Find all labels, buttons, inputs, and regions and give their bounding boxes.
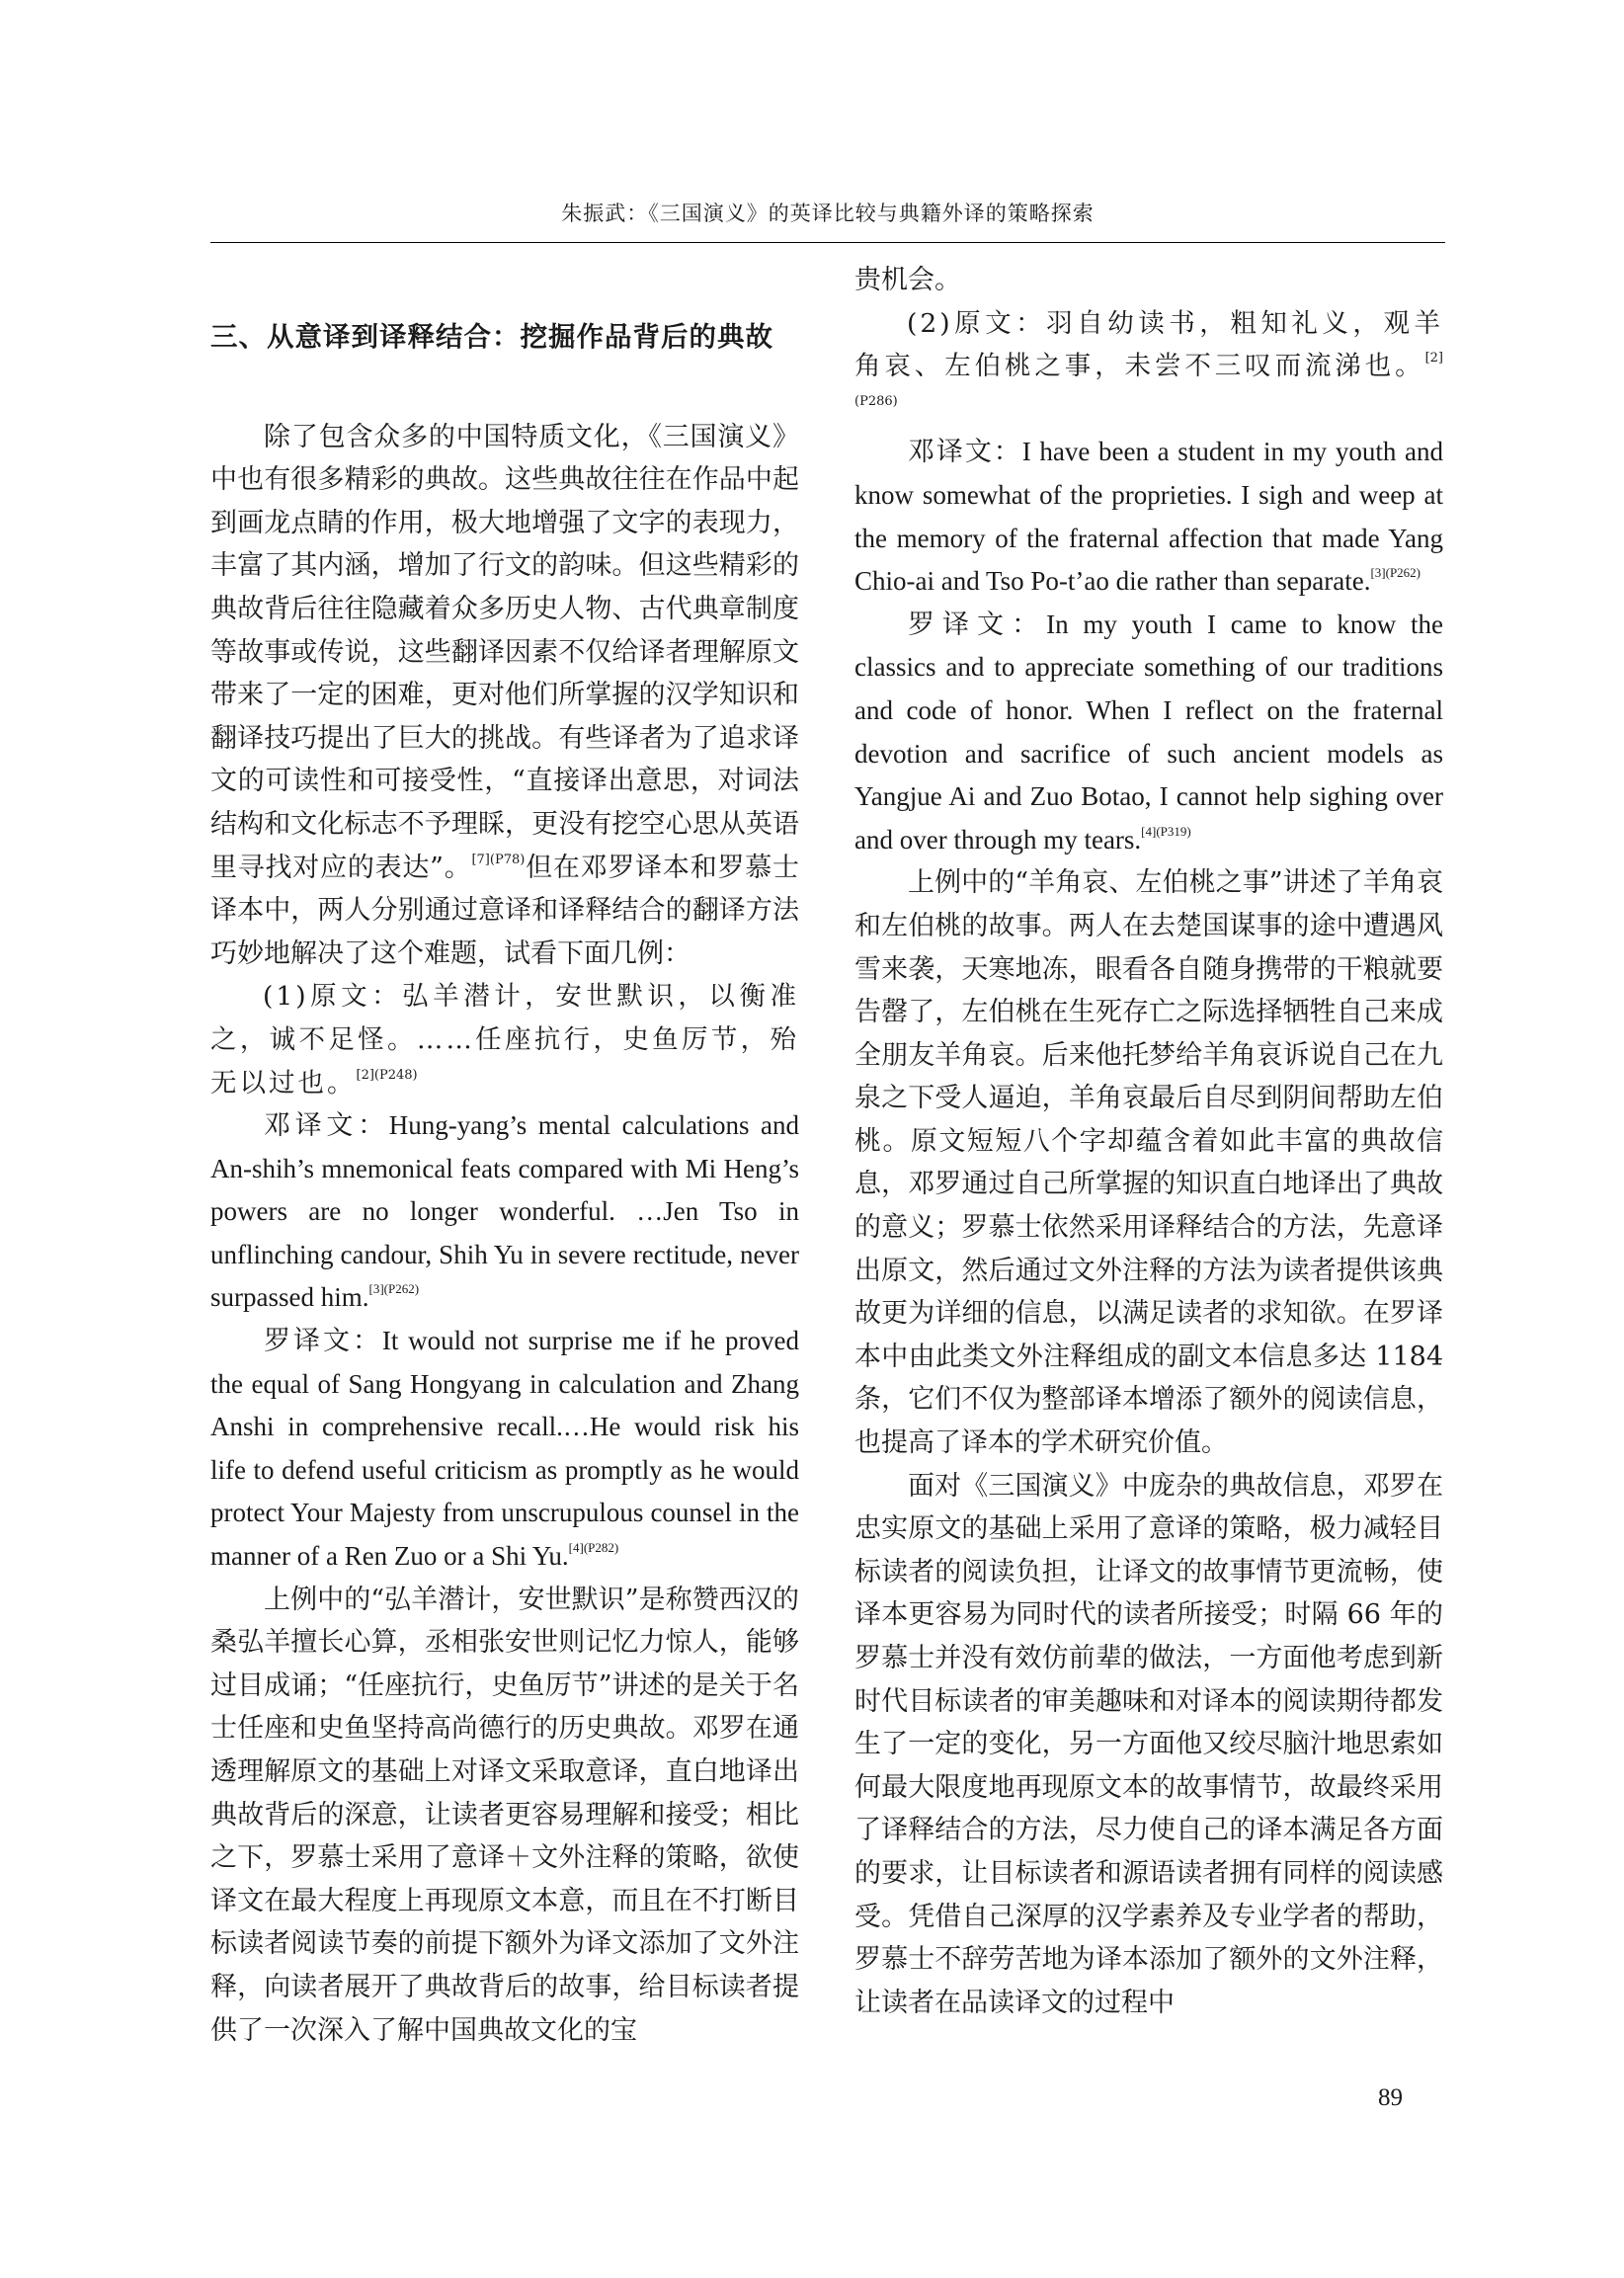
example-text: (2)原文：羽自幼读书，粗知礼义，观羊角哀、左伯桃之事，未尝不三叹而流涕也。: [854, 307, 1443, 382]
example-source-text: [854, 302, 1443, 432]
paragraph-text: 但在邓罗译本和罗慕士译本中，两人分别通过意译和译释结合的翻译方法巧妙地解决了这个难题，试看下面几例：: [210, 852, 799, 969]
paragraph-text: 除了包含众多的中国特质文化，《三国演义》中也有很多精彩的典故。这些典故往往在作品中起到画龙点睛的作用，极大地增强了文字的表现力，丰富了其内涵，增加了行文的韵味。但这些精彩的典故背后往往隐藏着众多历史人物、古代典章制度等故事或传说，这些翻译因素不仅给译者理解原文带来了一定的困难，更对他们所掌握的汉学知识和翻译技巧提出了巨大的挑战。有些译者为了追求译文的可读性和可接受性，“直接译出意思，对词法结构和文化标志不予理睬，更没有挖空心思从英语里寻找对应的表达”。: [210, 421, 799, 883]
citation: [4](P282): [568, 1540, 619, 1556]
body-paragraph: [210, 416, 799, 976]
body-paragraph: 上例中的“羊角哀、左伯桃之事”讲述了羊角哀和左伯桃的故事。两人在去楚国谋事的途中遭遇风雪来袭，天寒地冻，眼看各自随身携带的干粮就要告罄了，左伯桃在生死存亡之际选择牺牲自己来成全朋友羊角哀。后来他托梦给羊角哀诉说自己在九泉之下受人逼迫，羊角哀最后自尽到阴间帮助左伯桃。原文短短八个字却蕴含着如此丰富的典故信息，邓罗通过自己所掌握的知识直白地译出了典故的意义；罗慕士依然采用译释结合的方法，先意译出原文，然后通过文外注释的方法为读者提供该典故更为详细的信息，以满足读者的求知欲。在罗译本中由此类文外注释组成的副文本信息多达 1184 条，它们不仅为整部译本增添了额外的阅读信息，也提高了译本的学术研究价值。: [854, 867, 1443, 1459]
example-source-text: [210, 975, 799, 1104]
translation-text: 邓译文：Hung-yang’s mental calculations and An-shih’s mnemonical feats compared with Mi Heng’s powers are no longer wonderful. …Jen Tso in unflinching candour, Shih Yu in severe rectitude, never surpassed him.: [210, 1110, 799, 1313]
body-paragraph: 上例中的“弘羊潜计，安世默识”是称赞西汉的桑弘羊擅长心算，丞相张安世则记忆力惊人，能够过目成诵；“任座抗行，史鱼厉节”讲述的是关于名士任座和史鱼坚持高尚德行的历史典故。邓罗在通透理解原文的基础上对译文采取意译，直白地译出典故背后的深意，让读者更容易理解和接受；相比之下，罗慕士采用了意译＋文外注释的策略，欲使译文在最大程度上再现原文本意，而且在不打断目标读者阅读节奏的前提下额外为译文添加了文外注释，向读者展开了典故背后的故事，给目标读者提供了一次深入了解中国典故文化的宝: [210, 1584, 799, 2046]
left-column: [210, 259, 799, 2052]
citation: [2](P248): [356, 1067, 418, 1083]
right-column: [854, 259, 1443, 2024]
running-head: 朱振武：《三国演义》的英译比较与典籍外译的策略探索: [561, 202, 1095, 225]
translation-text: 罗译文：In my youth I came to know the classics and to appreciate something of our traditions and code of honor. When I reflect on the fraternal devotion and sacrifice of such ancient models as Yangjue Ai and Zuo Botao, I cannot help sighing over and over through my tears.: [854, 609, 1443, 854]
deng-translation: [854, 431, 1443, 603]
citation: [3](P262): [1370, 565, 1421, 581]
luo-translation: [210, 1320, 799, 1579]
citation: [3](P262): [368, 1281, 420, 1297]
header-rule: [210, 242, 1445, 243]
section-heading: 三、从意译到译释结合：挖掘作品背后的典故: [210, 321, 773, 353]
body-paragraph: 面对《三国演义》中庞杂的典故信息，邓罗在忠实原文的基础上采用了意译的策略，极力减轻目标读者的阅读负担，让译文的故事情节更流畅，使译本更容易为同时代的读者所接受；时隔 66 年的罗慕士并没有效仿前辈的做法，一方面他考虑到新时代目标读者的审美趣味和对译本的阅读期待都发生了一定的变化，另一方面他又绞尽脑汁地思索如何最大限度地再现原文本的故事情节，故最终采用了译释结合的方法，尽力使自己的译本满足各方面的要求，让目标读者和源语读者拥有同样的阅读感受。凭借自己深厚的汉学素养及专业学者的帮助，罗慕士不辞劳苦地为译本添加了额外的文外注释，让读者在品读译文的过程中: [854, 1470, 1443, 2018]
example-text: (1)原文：弘羊潜计，安世默识，以衡准之，诚不足怪。……任座抗行，史鱼厉节，殆无以过也。: [210, 981, 799, 1098]
citation: [2](P286): [854, 351, 1443, 409]
deng-translation: [210, 1104, 799, 1320]
luo-translation: [854, 604, 1443, 862]
citation: [4](P319): [1141, 823, 1191, 839]
continued-text: 贵机会。: [854, 265, 961, 295]
translation-text: 邓译文：I have been a student in my youth and know somewhat of the proprieties. I sigh and weep at the memory of the fraternal affection that made Yang Chio-ai and Tso Po-t’ao die rather than separate.: [854, 437, 1443, 597]
citation: [7](P78): [471, 852, 526, 867]
page-number: 89: [1378, 2084, 1403, 2111]
translation-text: 罗译文：It would not surprise me if he proved the equal of Sang Hongyang in calculation and Zhang Anshi in comprehensive recall.…He would risk his life to defend useful criticism as promptly as he would protect Your Majesty from unscrupulous counsel in the manner of a Ren Zuo or a Shi Yu.: [210, 1326, 799, 1572]
